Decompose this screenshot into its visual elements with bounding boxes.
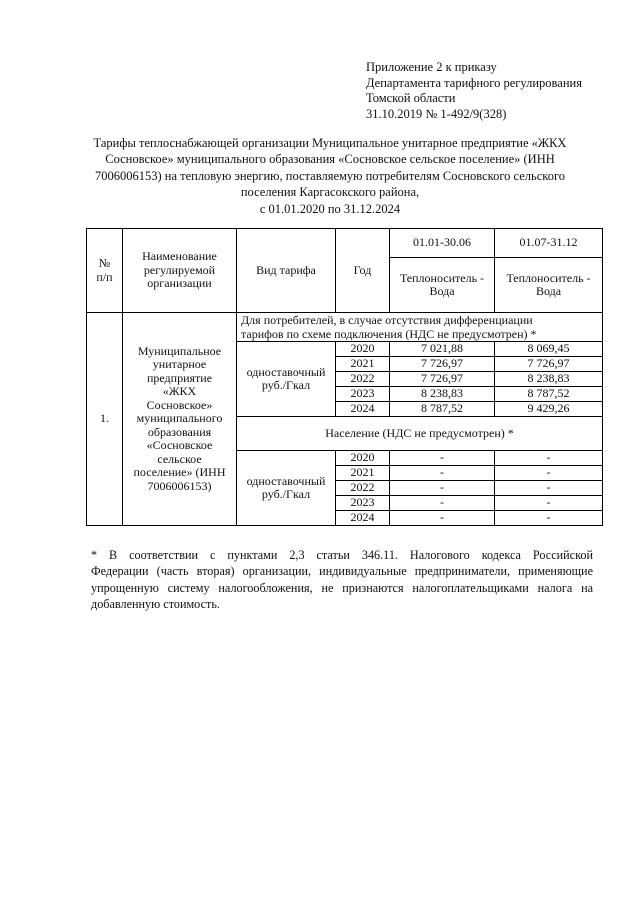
appendix-line: Приложение 2 к приказу [366,60,497,74]
year-cell: 2021 [336,466,390,481]
tariff-h1-cell: - [390,466,495,481]
tariff-h1-cell: - [390,451,495,466]
year-cell: 2024 [336,511,390,526]
title-period: с 01.01.2020 по 31.12.2024 [259,201,401,216]
appendix-block [366,60,582,122]
tariff-h2-cell: 8 069,45 [495,342,603,357]
tariff-h2-cell: 9 429,26 [495,402,603,417]
year-cell: 2020 [336,451,390,466]
tariff-table [86,228,603,526]
tariff-h2-cell: - [495,496,603,511]
year-cell: 2020 [336,342,390,357]
tariff-h1-cell: 7 726,97 [390,357,495,372]
header-medium1-cell: Теплоноситель - Вода [390,258,495,313]
tariff-type-cell: одноставочный руб./Гкал [237,342,336,417]
appendix-line: Томской области [366,91,456,105]
header-num-cell: № п/п [87,229,123,313]
header-medium2-cell: Теплоноситель - Вода [495,258,603,313]
tariff-h2-cell: - [495,466,603,481]
tariff-h2-cell: 8 787,52 [495,387,603,402]
tariff-h1-cell: - [390,511,495,526]
header-tariff-type-cell: Вид тарифа [237,229,336,313]
document-title [70,135,590,217]
tariff-h1-cell: 7 021,88 [390,342,495,357]
title-line: 7006006153) на тепловую энергию, поставляемую потребителям Сосновского сельского [94,168,566,183]
section-population-label: Население (НДС не предусмотрен) * [237,417,603,451]
year-cell: 2023 [336,496,390,511]
header-period2-cell: 01.07-31.12 [495,229,603,258]
tariff-h2-cell: - [495,451,603,466]
header-org-cell: Наименование регулируемой организации [123,229,237,313]
tariff-h1-cell: 8 238,83 [390,387,495,402]
year-cell: 2024 [336,402,390,417]
tariff-type-cell: одноставочный руб./Гкал [237,451,336,526]
section-consumers-label: Для потребителей, в случае отсутствия дифференциации тарифов по схеме подключения (НДС не предусмотрен) * [237,313,603,342]
tariff-h2-cell: - [495,511,603,526]
year-cell: 2022 [336,481,390,496]
table-header-row [87,229,603,258]
tariff-h1-cell: - [390,496,495,511]
title-line: поселения Каргасокского района, [240,185,420,200]
tariff-h1-cell: 7 726,97 [390,372,495,387]
header-year-cell: Год [336,229,390,313]
footnote-line: Федерации (часть вторая) организации, индивидуальные предприниматели, применяющие [91,564,593,579]
year-cell: 2021 [336,357,390,372]
footnote-line: добавленную стоимость. [91,596,220,611]
header-period1-cell: 01.01-30.06 [390,229,495,258]
year-cell: 2023 [336,387,390,402]
title-line: Тарифы теплоснабжающей организации Муниципальное унитарное предприятие «ЖКХ [93,136,567,150]
row-number-cell: 1. [87,313,123,526]
tariff-h2-cell: 7 726,97 [495,357,603,372]
tariff-h2-cell: 8 238,83 [495,372,603,387]
appendix-line: Департамента тарифного регулирования [366,75,582,90]
org-name-cell: Муниципальное унитарное предприятие «ЖКХ Сосновское» муниципального образования «Сосновское сельское поселение» (ИНН 7006006153) [123,313,237,526]
footnote-line: упрощенную систему налогообложения, не признаются налогоплательщиками налога на [91,580,593,595]
footnote-line: * В соответствии с пунктами 2,3 статьи 346.11. Налогового кодекса Российской [91,548,593,562]
title-line: Сосновское» муниципального образования «Сосновское сельское поселение» (ИНН [105,152,555,167]
year-cell: 2022 [336,372,390,387]
tax-footnote [91,547,593,612]
tariff-h1-cell: 8 787,52 [390,402,495,417]
section-label-row [87,313,603,342]
tariff-h1-cell: - [390,481,495,496]
appendix-order-number: 31.10.2019 № 1-492/9(328) [366,106,507,121]
tariff-h2-cell: - [495,481,603,496]
